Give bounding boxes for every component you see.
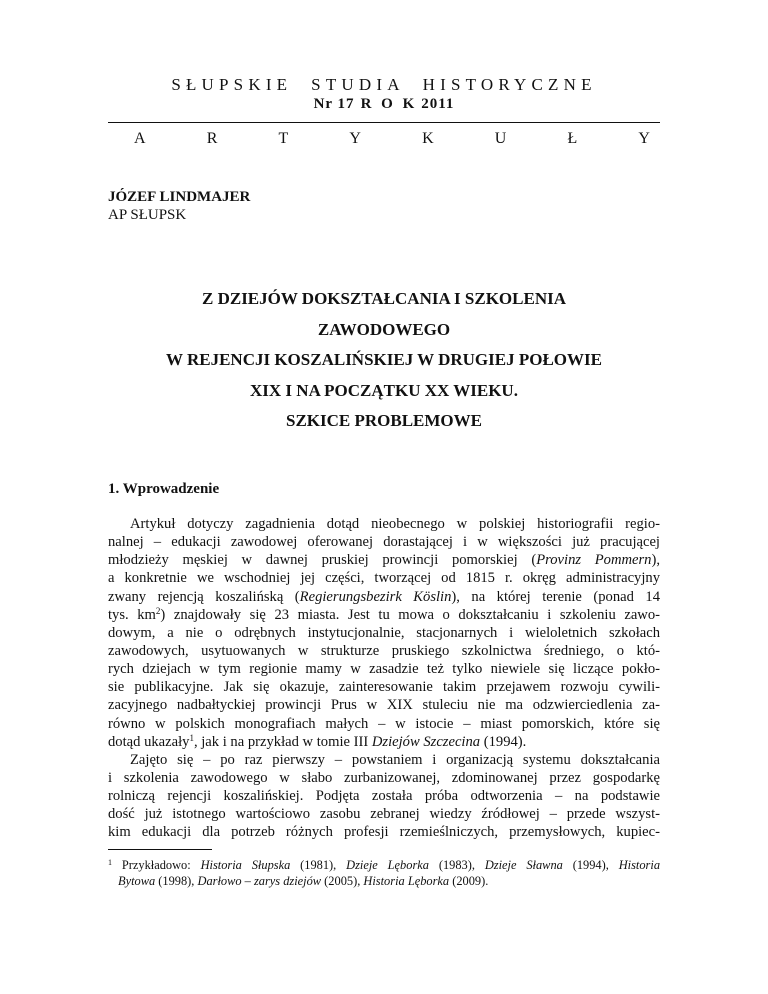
author-name: JÓZEF LINDMAJER [108,189,251,205]
body-line: zacyjnego nadbałtyckiej prowincji Prus w XIX stuleciu nie ma odzwierciedlenia za- [108,697,660,714]
italic-term: Historia [618,858,661,872]
text-span: (1994). [480,733,527,750]
footnote-ref[interactable]: 1 [189,732,194,743]
body-line: rych dziejach w tym regionie mamy w zasadzie też tylko niewiele się liczące pokło- [108,661,660,678]
body-line: nalnej – edukacji zawodowej oferowanej dorastającej i w większości już pracującej [108,534,660,551]
footnote [108,857,660,889]
section-letter: Y [349,130,361,147]
text-span: ) znajdowały się 23 miasta. Jest tu mowa o dokształcaniu i szkoleniu zawo- [160,606,660,623]
body-line: Zajęto się – po raz pierwszy – powstaniem i organizacją systemu dokształcania [130,751,660,768]
issue-year: 2011 [421,96,455,112]
footnote-number: 1 [108,858,112,867]
section-label [134,130,650,148]
footnote-line [108,873,660,889]
superscript: 2 [155,605,161,616]
title-line: Z DZIEJÓW DOKSZTAŁCANIA I SZKOLENIA [201,289,567,308]
title-line: W REJENCJI KOSZALIŃSKIEJ W DRUGIEJ POŁOWIE [166,350,602,369]
text-span: ), na której terenie (ponad 14 [451,588,660,605]
body-line: Artykuł dotyczy zagadnienia dotąd nieobecnego w polskiej historiografii regio- [130,516,660,532]
footnote-line [108,857,660,873]
text-span: (2009). [449,874,489,888]
text-span: (1998), [155,874,198,888]
text-span: dotąd ukazały [108,733,190,750]
title-line: XIX I NA POCZĄTKU XX WIEKU. [250,380,518,400]
body-line: równo w polskich monografiach małych – w istocie – miast pomorskich, które się [108,715,660,732]
section-letter: U [494,130,507,147]
article-title [108,284,660,437]
italic-term: Provinz Pommern [536,552,652,569]
italic-term: Dzieje Sławna [484,858,563,872]
italic-term: Historia Słupska [200,858,291,872]
body-line: dowym, a nie o odrębnych instytucjonalnie, stacjonarnych i wieloletnich szkołach [108,624,660,641]
section-letter: A [134,130,146,147]
text-span: (1983), [428,858,485,872]
section-letter: T [278,130,289,147]
section-letter: K [422,130,434,147]
text-span: (1994), [562,858,619,872]
text-span: młodzieży męskiej w dawnej pruskiej prowincji pomorskiej ( [108,552,537,569]
issue-rok: R O K [360,96,418,112]
issue-number: Nr 17 [313,96,355,112]
italic-term: Historia Lęborka [363,874,450,888]
title-line: ZAWODOWEGO [317,319,451,339]
italic-term: Bytowa [118,874,156,888]
italic-term: Dziejów Szczecina [371,733,481,750]
title-line: SZKICE PROBLEMOWE [285,411,482,430]
section-heading: 1. Wprowadzenie [108,481,220,497]
body-line [108,606,660,624]
body-line [108,588,660,606]
body-line: sie publikacyjne. Jak się okazuje, zainteresowanie takim przejawem rozwoju cywili- [108,679,660,696]
text-span: tys. km [108,606,156,623]
footnote-rule [108,849,212,850]
italic-term: Dzieje Lęborka [346,858,429,872]
body-line [108,551,660,569]
text-span: , jak i na przykład w tomie III [193,733,372,750]
text-span: zwany rejencją koszalińską ( [108,588,300,605]
section-letter: R [206,130,218,147]
issue-line [108,96,660,113]
section-letter: Ł [567,130,578,147]
body-line: zawodowych, usytuowanych w strukturze pruskiego szkolnictwa średniego, o któ- [108,642,660,659]
body-line [108,733,660,751]
section-letter: Y [638,130,650,147]
body-line: i szkolenia zawodowego w słabo zurbanizowanej, zdominowanej przez gospodarkę [108,769,660,786]
author-affiliation: AP SŁUPSK [108,207,187,223]
text-span: Przykładowo: [112,858,201,872]
text-span: ), [651,552,660,569]
header-rule [108,122,660,123]
body-line: a konkretnie we wschodniej jej części, tworzącej od 1815 r. okręg administracyjny [108,570,660,587]
article-page [108,0,660,994]
text-span: (1981), [290,858,347,872]
body-line: rolniczą rejencji koszalińskiej. Podjęta została próba odtworzenia – na podstawie [108,788,660,805]
italic-term: Darłowo – zarys dziejów [197,874,322,888]
body-line: kim edukacji dla potrzeb różnych profesji rzemieślniczych, przemysłowych, kupiec- [108,824,660,841]
body-line: dość już istotnego wartościowo zasobu zebranej wiedzy źródłowej – przede wszyst- [108,806,660,823]
journal-title: SŁUPSKIE STUDIA HISTORYCZNE [171,75,597,94]
text-span: (2005), [321,874,364,888]
body-text [108,515,660,842]
italic-term: Regierungsbezirk Köslin [299,588,452,605]
